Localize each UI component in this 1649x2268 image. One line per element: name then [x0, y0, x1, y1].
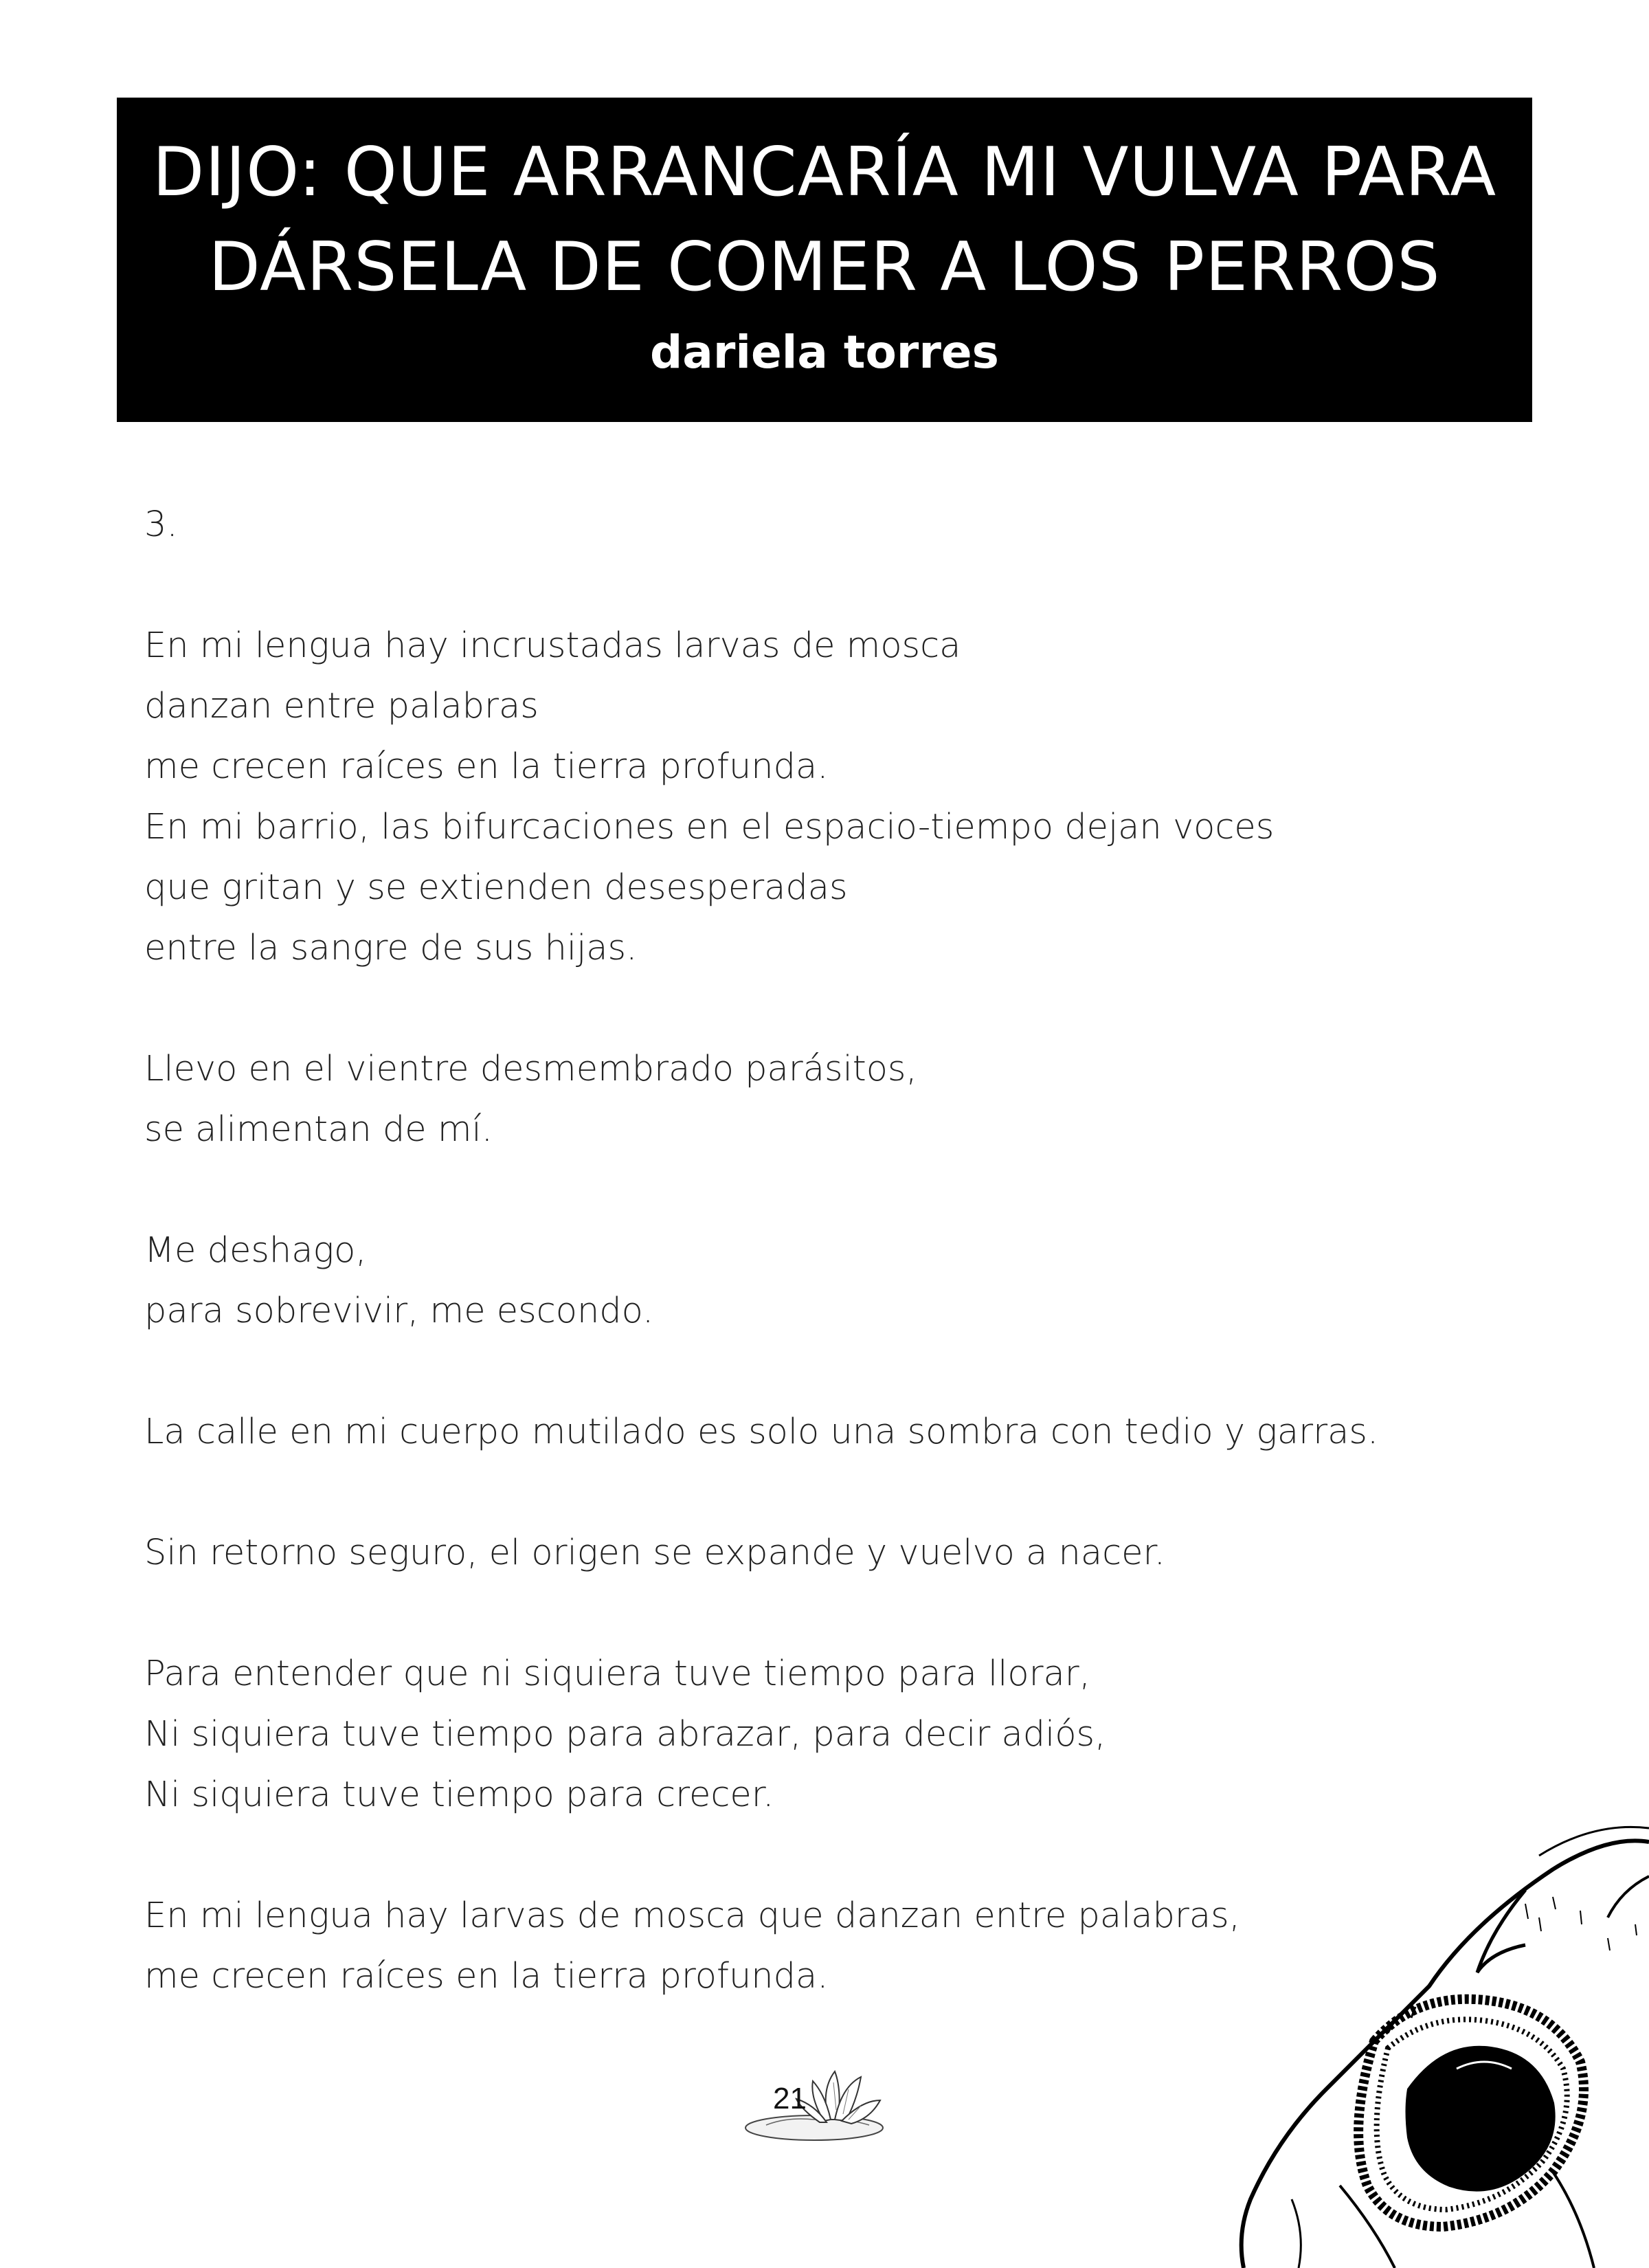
- poem-line: Sin retorno seguro, el origen se expande y vuelvo a nacer.: [144, 1533, 1165, 1573]
- poem-line: Para entender que ni siquiera tuve tiempo para llorar,: [144, 1654, 1090, 1694]
- title-line-2: DÁRSELA DE COMER A LOS PERROS: [208, 228, 1441, 307]
- page-number: 21: [773, 2082, 807, 2115]
- lotus-flower-icon: [739, 2062, 904, 2144]
- poem-line: para sobrevivir, me escondo.: [144, 1291, 654, 1331]
- stanza-gap: [144, 979, 1354, 1039]
- section-number: 3.: [144, 504, 178, 545]
- poem-body: [144, 495, 1379, 2007]
- title-line-1: DIJO: QUE ARRANCARÍA MI VULVA PARA: [152, 133, 1497, 212]
- poem-line: me crecen raíces en la tierra profunda.: [144, 746, 829, 787]
- poem-line: danzan entre palabras: [144, 686, 539, 726]
- stanza-gap: [144, 1583, 1354, 1644]
- poem-line: me crecen raíces en la tierra profunda.: [144, 1956, 829, 1997]
- poem-line: entre la sangre de sus hijas.: [144, 928, 638, 968]
- creature-eye-illustration: [1168, 1814, 1649, 2268]
- poem-line: En mi barrio, las bifurcaciones en el espacio-tiempo dejan voces: [144, 807, 1275, 847]
- stanza-gap: [144, 555, 1354, 616]
- page-footer: [739, 2062, 904, 2144]
- poem-line: que gritan y se extienden desesperadas: [144, 867, 848, 908]
- poem-line: Me deshago,: [144, 1230, 367, 1271]
- poem-line: La calle en mi cuerpo mutilado es solo una sombra con tedio y garras.: [144, 1412, 1379, 1452]
- poem-line: Ni siquiera tuve tiempo para crecer.: [144, 1775, 774, 1815]
- stanza-gap: [144, 1463, 1354, 1523]
- poem-line: Ni siquiera tuve tiempo para abrazar, para decir adiós,: [144, 1714, 1106, 1755]
- title-banner: [117, 98, 1532, 422]
- stanza-gap: [144, 1342, 1354, 1402]
- poem-line: En mi lengua hay incrustadas larvas de mosca: [144, 625, 961, 666]
- poem-line: En mi lengua hay larvas de mosca que danzan entre palabras,: [144, 1895, 1240, 1936]
- poem-line: se alimentan de mí.: [144, 1109, 493, 1150]
- poem-line: Llevo en el vientre desmembrado parásitos,: [144, 1049, 917, 1089]
- stanza-gap: [144, 1160, 1354, 1221]
- author-name: dariela torres: [650, 326, 999, 379]
